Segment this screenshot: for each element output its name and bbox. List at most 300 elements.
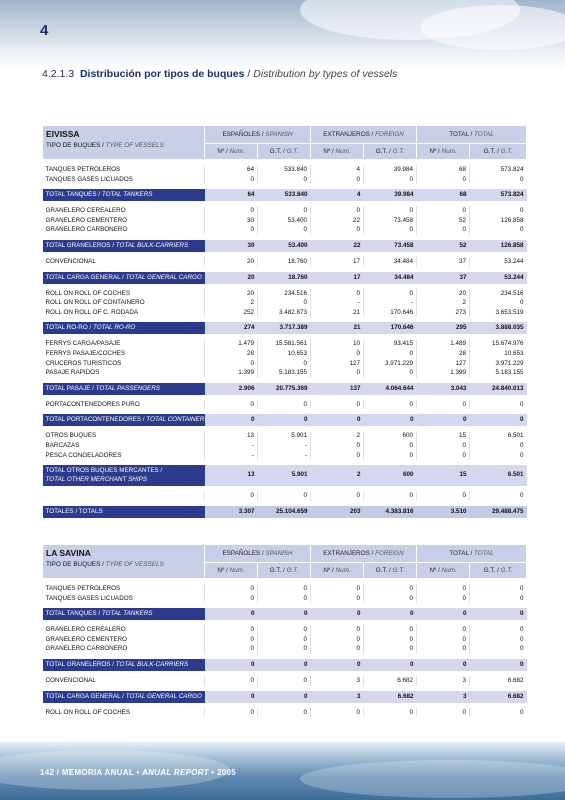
value-cell: 0 xyxy=(205,400,258,410)
value-cell: 18.760 xyxy=(258,272,311,284)
value-cell: 28 xyxy=(205,349,258,359)
vessel-row xyxy=(43,400,527,410)
label-sep: / xyxy=(73,507,79,515)
value-cell: 20.775.369 xyxy=(258,383,311,395)
vessel-type-label: PASAJE RAPIDOS xyxy=(45,369,100,377)
label-sep: / xyxy=(96,610,102,618)
label-sep: / xyxy=(110,660,116,668)
value-cell: 1.399 xyxy=(205,368,258,378)
label-en: G.T. xyxy=(286,567,299,574)
vessel-type-label: CONVENCIONAL xyxy=(45,676,96,684)
subtotal-label-es: TOTAL TANQUES xyxy=(45,191,97,199)
label-sep: / xyxy=(330,148,336,155)
label-en: G.T. xyxy=(392,567,405,574)
value-cell: 0 xyxy=(364,400,417,410)
vessel-type-label: ROLL ON ROLL OF COCHES xyxy=(45,289,131,297)
label-en: Num. xyxy=(229,567,245,574)
value-cell: 68 xyxy=(417,165,470,175)
vessel-row xyxy=(43,584,527,594)
value-cell: 0 xyxy=(311,206,364,216)
value-cell: 1.399 xyxy=(417,368,470,378)
value-cell: 0 xyxy=(205,635,258,645)
vessel-row xyxy=(43,441,527,451)
label-es: EXTRANJEROS xyxy=(323,131,370,138)
label-es: G.T. xyxy=(375,148,388,155)
value-cell: 0 xyxy=(470,491,527,501)
vessel-type-label xyxy=(43,491,205,501)
value-cell: 73.458 xyxy=(364,216,417,226)
value-cell: 0 xyxy=(258,175,311,185)
value-cell: 39.984 xyxy=(364,165,417,175)
page-footer xyxy=(40,768,236,777)
vessel-row xyxy=(43,216,527,226)
value-cell: 22 xyxy=(311,240,364,252)
vessel-type-label: GRANELERO CARBONERO xyxy=(45,645,128,653)
value-cell: 0 xyxy=(417,635,470,645)
vessel-row xyxy=(43,359,527,369)
value-cell: 0 xyxy=(470,659,527,671)
value-cell: 0 xyxy=(205,206,258,216)
label-es: Nº xyxy=(429,567,437,574)
value-cell: 6.682 xyxy=(470,676,527,686)
value-cell: 3.653.519 xyxy=(470,308,527,318)
label-es: Nº xyxy=(323,148,331,155)
value-cell: 5.901 xyxy=(258,431,311,441)
value-cell: 0 xyxy=(205,491,258,501)
value-cell: 0 xyxy=(364,491,417,501)
vessel-row xyxy=(43,368,527,378)
value-cell: 0 xyxy=(311,225,364,235)
header-sky-background xyxy=(0,0,565,70)
value-cell: 0 xyxy=(470,608,527,620)
vessel-type-label: CRUCEROS TURISTICOS xyxy=(45,359,122,367)
value-cell: - xyxy=(258,451,311,461)
value-cell: 29.488.475 xyxy=(470,506,527,518)
vessel-row xyxy=(43,339,527,349)
label-es: TIPO DE BUQUES xyxy=(46,142,101,149)
value-cell: 15.674.976 xyxy=(470,339,527,349)
vessel-row xyxy=(43,308,527,318)
value-cell: 0 xyxy=(311,491,364,501)
port-table-la-savina xyxy=(42,544,527,717)
value-cell: 15.581.561 xyxy=(258,339,311,349)
label-en: G.T. xyxy=(500,148,513,155)
vessel-type-label: GRANELERO CARBONERO xyxy=(45,226,128,234)
value-cell: 0 xyxy=(417,491,470,501)
wave-decoration xyxy=(300,760,565,798)
label-sep: / xyxy=(281,148,287,155)
footer-report-es: MEMORIA ANUAL xyxy=(61,768,134,777)
subtotal-row xyxy=(43,189,527,201)
footer-bullet: • xyxy=(133,768,143,777)
subtotal-label-en: TOTAL GENERAL CARGO xyxy=(125,273,202,281)
port-name: EIVISSA xyxy=(46,129,80,139)
value-cell: 0 xyxy=(258,708,311,718)
subtotal-label-en: TOTAL GENERAL CARGO xyxy=(125,692,202,700)
vessel-row xyxy=(43,257,527,267)
value-cell: 3.888.035 xyxy=(470,322,527,334)
vessel-type-label: TANQUES GASES LICUADOS xyxy=(45,594,133,602)
value-cell: 0 xyxy=(311,349,364,359)
value-cell: 0 xyxy=(470,206,527,216)
label-sep: / xyxy=(120,692,126,700)
value-cell: 1.489 xyxy=(417,339,470,349)
subtotal-row xyxy=(43,691,527,703)
gt-column-header xyxy=(258,144,311,160)
label-en: G.T. xyxy=(392,148,405,155)
value-cell: 1.479 xyxy=(205,339,258,349)
value-cell: 0 xyxy=(205,708,258,718)
value-cell: 3 xyxy=(311,676,364,686)
value-cell: 0 xyxy=(311,175,364,185)
value-cell: 0 xyxy=(470,451,527,461)
value-cell: 0 xyxy=(205,584,258,594)
value-cell: 3.307 xyxy=(205,506,258,518)
value-cell: 0 xyxy=(258,298,311,308)
label-en: TOTAL xyxy=(474,550,494,557)
value-cell: 3.510 xyxy=(417,506,470,518)
value-cell: 5.901 xyxy=(258,465,311,486)
subtotal-row xyxy=(43,414,527,426)
spanish-header xyxy=(205,545,311,563)
value-cell: 53.400 xyxy=(258,216,311,226)
value-cell: - xyxy=(205,441,258,451)
subtotal-label-en: TOTAL BULK-CARRIERS xyxy=(115,660,189,668)
value-cell: 93.415 xyxy=(364,339,417,349)
value-cell: 52 xyxy=(417,240,470,252)
label-en: SPANISH xyxy=(265,131,293,138)
subtotal-label xyxy=(43,240,205,252)
label-es: G.T. xyxy=(483,148,496,155)
value-cell: 0 xyxy=(258,659,311,671)
value-cell: 0 xyxy=(417,708,470,718)
value-cell: 0 xyxy=(205,691,258,703)
value-cell: 3.971.229 xyxy=(364,359,417,369)
value-cell: 3.482.873 xyxy=(258,308,311,318)
num-column-header xyxy=(205,563,258,579)
label-es: TOTAL xyxy=(449,131,469,138)
value-cell: 64 xyxy=(205,189,258,201)
subtotal-row xyxy=(43,659,527,671)
label-sep: / xyxy=(369,131,376,138)
value-cell: 0 xyxy=(417,659,470,671)
value-cell: 0 xyxy=(258,635,311,645)
value-cell: 600 xyxy=(364,431,417,441)
value-cell: 0 xyxy=(205,414,258,426)
label-en: TOTAL xyxy=(474,131,494,138)
section-title-sep: / xyxy=(244,68,254,80)
value-cell: 127 xyxy=(311,359,364,369)
subtotal-label xyxy=(43,608,205,620)
subtotal-label-es: TOTAL RO-RO xyxy=(45,324,88,332)
value-cell: 3.043 xyxy=(417,383,470,395)
vessel-row xyxy=(43,431,527,441)
value-cell: 0 xyxy=(258,400,311,410)
label-sep: / xyxy=(100,561,106,568)
spanish-header xyxy=(205,126,311,144)
total-header xyxy=(417,545,527,563)
value-cell: 6.682 xyxy=(364,676,417,686)
header-row xyxy=(43,126,527,144)
value-cell: 533.840 xyxy=(258,165,311,175)
footer-year: 2005 xyxy=(217,768,237,777)
section-heading xyxy=(42,68,397,80)
value-cell: 0 xyxy=(470,635,527,645)
value-cell: 0 xyxy=(205,659,258,671)
vessel-type-label: GRANELERO CEMENTERO xyxy=(45,635,128,643)
gt-column-header xyxy=(258,563,311,579)
value-cell: 273 xyxy=(417,308,470,318)
label-sep: / xyxy=(224,567,230,574)
label-es: Nº xyxy=(429,148,437,155)
value-cell: 0 xyxy=(205,676,258,686)
label-sep: / xyxy=(120,273,126,281)
num-column-header xyxy=(417,144,470,160)
value-cell: 0 xyxy=(311,708,364,718)
label-es: TOTAL xyxy=(449,550,469,557)
label-sep: / xyxy=(436,148,442,155)
value-cell: 0 xyxy=(258,414,311,426)
subtotal-label xyxy=(43,691,205,703)
label-sep: / xyxy=(224,148,230,155)
subtotal-label xyxy=(43,272,205,284)
value-cell: 0 xyxy=(470,584,527,594)
value-cell: 0 xyxy=(364,289,417,299)
label-sep: / xyxy=(369,550,376,557)
value-cell: 0 xyxy=(311,644,364,654)
value-cell: 2 xyxy=(205,298,258,308)
value-cell: 0 xyxy=(364,206,417,216)
subtotal-label xyxy=(43,322,205,334)
value-cell: - xyxy=(311,298,364,308)
value-cell: 4 xyxy=(311,189,364,201)
value-cell: 600 xyxy=(364,465,417,486)
value-cell: 0 xyxy=(364,708,417,718)
subtotal-label-en: TOTAL BULK-CARRIERS xyxy=(115,241,189,249)
value-cell: 3 xyxy=(417,691,470,703)
value-cell: 0 xyxy=(205,644,258,654)
value-cell: 0 xyxy=(205,175,258,185)
value-cell: 0 xyxy=(258,625,311,635)
vessel-type-label: ROLL ON ROLL OF CONTAINERO xyxy=(45,299,145,307)
value-cell: 127 xyxy=(417,359,470,369)
value-cell: 3.971.229 xyxy=(470,359,527,369)
vessel-type-label: PORTACONTENEDORES PURO xyxy=(45,400,140,408)
subtotal-row xyxy=(43,272,527,284)
value-cell: 0 xyxy=(417,644,470,654)
vessel-type-label: PESCA CONGELADORES xyxy=(45,451,122,459)
vessel-row xyxy=(43,676,527,686)
vessel-type-label: OTROS BUQUES xyxy=(45,432,97,440)
value-cell: 2 xyxy=(417,298,470,308)
value-cell: 0 xyxy=(205,225,258,235)
num-column-header xyxy=(311,144,364,160)
subtotal-label xyxy=(43,414,205,426)
label-sep: / xyxy=(96,191,102,199)
value-cell: 0 xyxy=(205,359,258,369)
value-cell: 0 xyxy=(364,635,417,645)
port-name: LA SAVINA xyxy=(46,548,91,558)
subtotal-row xyxy=(43,465,527,486)
label-es: G.T. xyxy=(269,567,282,574)
value-cell: 0 xyxy=(364,225,417,235)
grand-total-label-en: TOTALS xyxy=(78,507,103,515)
vessel-type-label: GRANELERO CEREALERO xyxy=(45,207,126,215)
vessel-type-header xyxy=(46,560,201,569)
subtotal-label-es: TOTAL OTROS BUQUES MERCANTES xyxy=(45,467,159,475)
value-cell: 0 xyxy=(258,691,311,703)
value-cell: 3.717.389 xyxy=(258,322,311,334)
num-column-header xyxy=(205,144,258,160)
value-cell: 3 xyxy=(311,691,364,703)
value-cell: 0 xyxy=(470,594,527,604)
value-cell: 0 xyxy=(311,608,364,620)
vessel-row xyxy=(43,225,527,235)
value-cell: 20 xyxy=(205,289,258,299)
value-cell: 17 xyxy=(311,272,364,284)
value-cell: 234.516 xyxy=(470,289,527,299)
grand-total-label xyxy=(43,506,205,518)
port-header-cell xyxy=(43,126,205,160)
value-cell: 0 xyxy=(364,594,417,604)
label-en: G.T. xyxy=(500,567,513,574)
value-cell: 0 xyxy=(417,225,470,235)
value-cell: 53.400 xyxy=(258,240,311,252)
label-en: Num. xyxy=(335,567,351,574)
value-cell: 0 xyxy=(470,225,527,235)
gt-column-header xyxy=(364,563,417,579)
value-cell: 15 xyxy=(417,465,470,486)
value-cell: 6.682 xyxy=(470,691,527,703)
vessel-type-label: ROLL ON ROLL OF C. RODADA xyxy=(45,308,139,316)
value-cell: 0 xyxy=(258,584,311,594)
subtotal-label xyxy=(43,659,205,671)
value-cell: 0 xyxy=(364,451,417,461)
value-cell: 21 xyxy=(311,322,364,334)
label-sep: / xyxy=(330,567,336,574)
label-sep: / xyxy=(110,241,116,249)
value-cell: 2 xyxy=(311,465,364,486)
value-cell: 0 xyxy=(470,625,527,635)
subtotal-label-es: TOTAL PORTACONTENEDORES xyxy=(45,416,142,424)
label-es: ESPAÑOLES xyxy=(222,131,261,138)
vessel-row xyxy=(43,594,527,604)
vessel-row xyxy=(43,349,527,359)
label-sep: / xyxy=(260,131,266,138)
vessel-type-label: GRANELERO CEMENTERO xyxy=(45,216,128,224)
vessel-type-label: TANQUES PETROLEROS xyxy=(45,166,121,173)
value-cell: 126.858 xyxy=(470,240,527,252)
value-cell: 0 xyxy=(417,441,470,451)
value-cell: 170.646 xyxy=(364,308,417,318)
value-cell: 52 xyxy=(417,216,470,226)
subtotal-row xyxy=(43,608,527,620)
value-cell: 0 xyxy=(417,451,470,461)
foreign-header xyxy=(311,126,417,144)
subtotal-label-es: TOTAL CARGA GENERAL xyxy=(45,273,121,281)
value-cell: 18.760 xyxy=(258,257,311,267)
value-cell: 0 xyxy=(470,708,527,718)
label-es: ESPAÑOLES xyxy=(222,550,261,557)
subtotal-label-en: TOTAL CONTAINER xyxy=(146,416,205,424)
label-en: FOREIGN xyxy=(375,131,404,138)
value-cell: 10.653 xyxy=(258,349,311,359)
label-en: TYPE OF VESSELS xyxy=(105,561,164,568)
value-cell: 573.824 xyxy=(470,165,527,175)
vessel-row xyxy=(43,644,527,654)
vessel-type-label: TANQUES GASES LICUADOS xyxy=(45,175,133,183)
value-cell: 0 xyxy=(258,359,311,369)
vessel-row xyxy=(43,625,527,635)
value-cell: 0 xyxy=(311,635,364,645)
vessel-type-header xyxy=(46,141,201,150)
value-cell: 0 xyxy=(470,441,527,451)
value-cell: 4.064.644 xyxy=(364,383,417,395)
value-cell: 137 xyxy=(311,383,364,395)
section-title-en: Distribution by types of vessels xyxy=(253,68,398,80)
label-es: EXTRANJEROS xyxy=(323,550,370,557)
value-cell: 0 xyxy=(311,625,364,635)
label-en: G.T. xyxy=(286,148,299,155)
value-cell: 6.501 xyxy=(470,465,527,486)
label-en: TYPE OF VESSELS xyxy=(105,142,164,149)
value-cell: 0 xyxy=(417,414,470,426)
header-row xyxy=(43,545,527,563)
value-cell: 274 xyxy=(205,322,258,334)
value-cell: 22 xyxy=(311,216,364,226)
value-cell: 0 xyxy=(417,625,470,635)
label-sep: / xyxy=(87,324,93,332)
value-cell: 0 xyxy=(311,451,364,461)
vessel-row xyxy=(43,175,527,185)
value-cell: 126.858 xyxy=(470,216,527,226)
label-en: Num. xyxy=(441,567,457,574)
label-en: Num. xyxy=(335,148,351,155)
subtotal-label-en: TOTAL OTHER MERCHANT SHIPS xyxy=(45,475,147,483)
vessel-type-label: TANQUES PETROLEROS xyxy=(45,585,121,592)
value-cell: 20 xyxy=(205,257,258,267)
value-cell: 6.682 xyxy=(364,691,417,703)
chapter-number: 4 xyxy=(40,22,49,39)
value-cell: 4 xyxy=(311,165,364,175)
vessel-type-label: BARCAZAS xyxy=(45,441,80,449)
label-sep: / xyxy=(260,550,266,557)
value-cell: 234.516 xyxy=(258,289,311,299)
value-cell: 573.824 xyxy=(470,189,527,201)
value-cell: 5.183.155 xyxy=(470,368,527,378)
value-cell: 0 xyxy=(311,659,364,671)
vessel-row xyxy=(43,491,527,501)
value-cell: 0 xyxy=(470,414,527,426)
gt-column-header xyxy=(470,563,527,579)
label-en: Num. xyxy=(441,148,457,155)
subtotal-label xyxy=(43,465,205,486)
label-es: G.T. xyxy=(269,148,282,155)
value-cell: 0 xyxy=(258,676,311,686)
footer-report-en: ANUAL REPORT xyxy=(142,768,209,777)
value-cell: 0 xyxy=(258,594,311,604)
value-cell: 68 xyxy=(417,189,470,201)
vessel-type-label: FERRYS PASAJE/COCHES xyxy=(45,349,126,357)
value-cell: 37 xyxy=(417,257,470,267)
gt-column-header xyxy=(364,144,417,160)
value-cell: 0 xyxy=(417,608,470,620)
value-cell: 0 xyxy=(417,175,470,185)
section-title-es: Distribución por tipos de buques xyxy=(79,68,245,80)
value-cell: 0 xyxy=(417,400,470,410)
vessel-type-label: CONVENCIONAL xyxy=(45,257,96,265)
grand-total-label-es: TOTALES xyxy=(45,507,74,515)
